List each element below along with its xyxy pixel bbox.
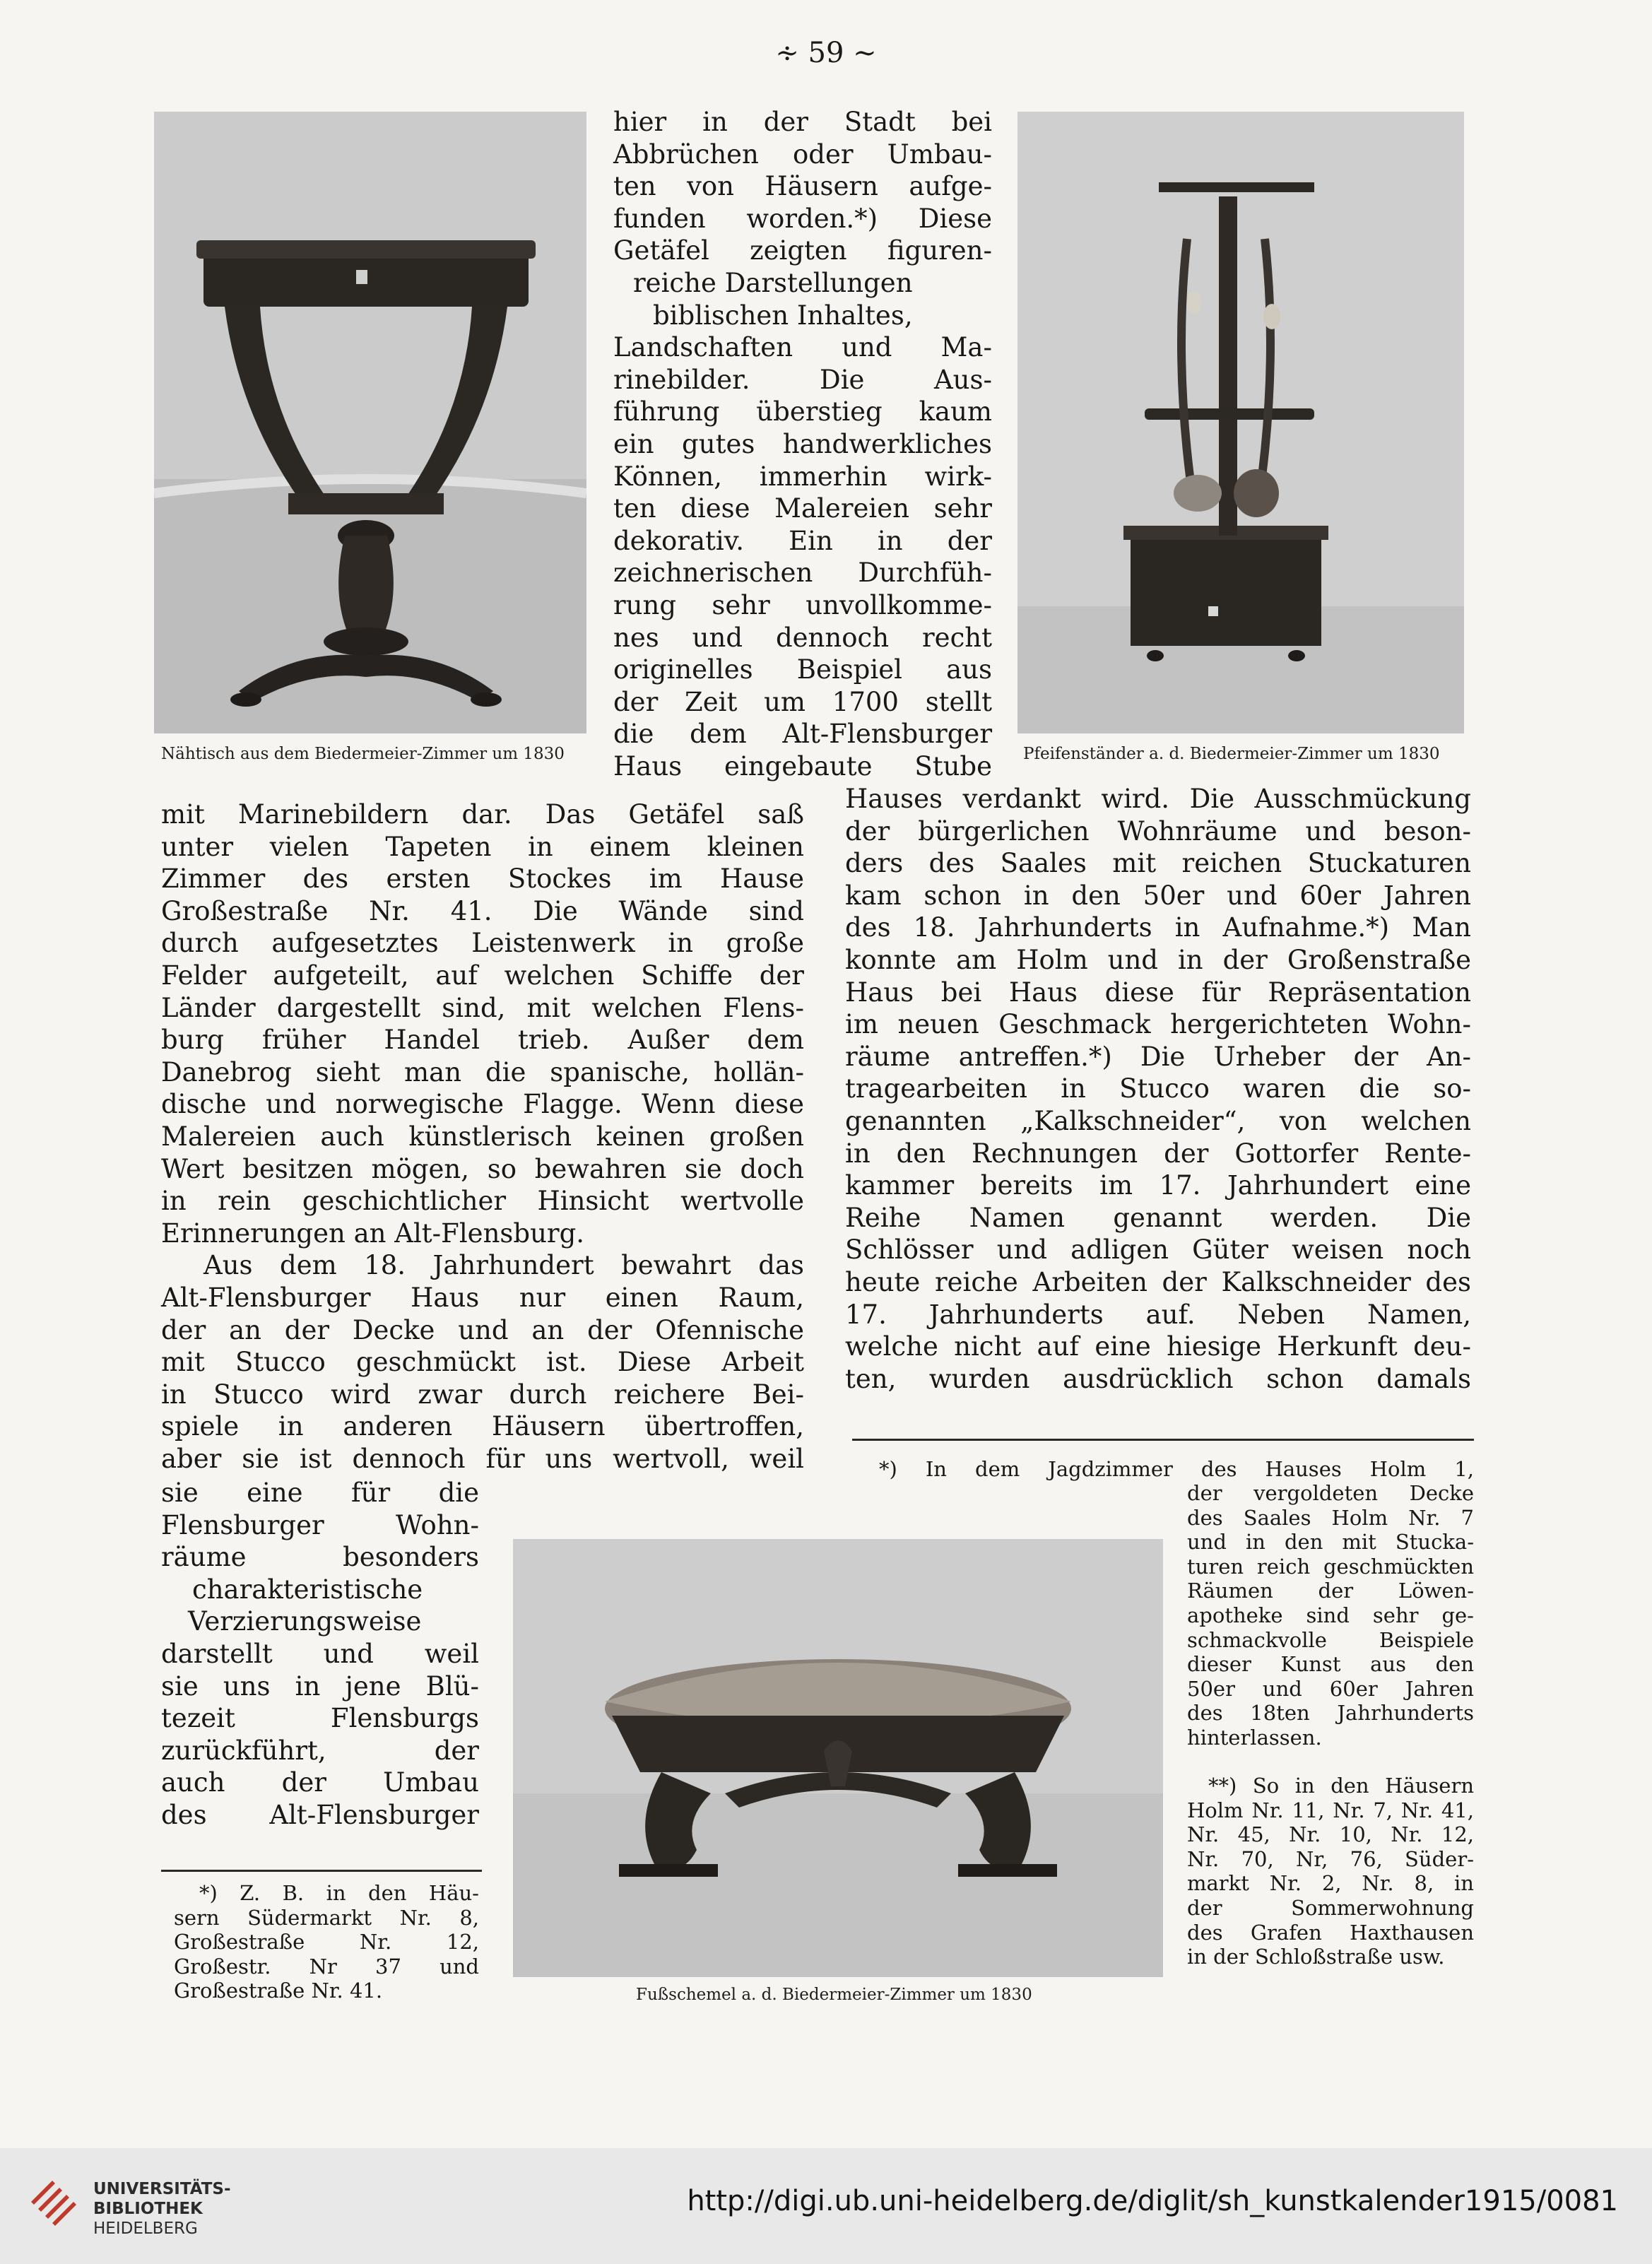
text-line: tezeit Flensburgs: [161, 1703, 479, 1734]
text-line: mit Stucco geschmückt ist. Diese Arbeit: [161, 1347, 804, 1378]
text-line: nes und dennoch recht: [613, 622, 992, 653]
text-line: originelles Beispiel aus: [613, 654, 992, 685]
text-line: **) So in den Häusern: [1208, 1774, 1474, 1798]
text-line: zurückführt, der: [161, 1735, 479, 1766]
text-line: ein gutes handwerkliches: [613, 428, 992, 459]
text-line: *) Z. B. in den Häu-: [199, 1881, 479, 1905]
text-line: dieser Kunst aus den: [1187, 1652, 1474, 1677]
footer-bar: [0, 2148, 1652, 2264]
pipe-stand-illustration: [1017, 112, 1464, 733]
text-line: der Zeit um 1700 stellt: [613, 686, 992, 717]
text-line: unter vielen Tapeten in einem kleinen: [161, 831, 804, 862]
photo-footstool: [513, 1539, 1163, 1977]
text-line: Danebrog sieht man die spanische, hollän-: [161, 1056, 804, 1087]
text-line: in der Schloßstraße usw.: [1187, 1945, 1445, 1969]
text-line: Großestraße Nr. 12,: [174, 1930, 479, 1955]
text-line: die dem Alt-Flensburger: [613, 719, 992, 750]
text-line: im neuen Geschmack hergerichteten Wohn-: [845, 1009, 1471, 1040]
sewing-table-illustration: [154, 112, 586, 733]
text-line: Zimmer des ersten Stockes im Hause: [161, 863, 804, 895]
text-line: dekorativ. Ein in der: [613, 525, 992, 556]
text-line: kammer bereits im 17. Jahrhundert eine: [845, 1170, 1471, 1201]
text-line: Erinnerungen an Alt-Flensburg.: [161, 1218, 585, 1249]
footnote-right-2: [1187, 1774, 1474, 1969]
text-line: Großestraße Nr. 41.: [174, 1979, 383, 2003]
text-line: turen reich geschmückten: [1187, 1554, 1474, 1579]
text-line: 50er und 60er Jahren: [1187, 1676, 1474, 1701]
text-line: Haus bei Haus diese für Repräsentation: [845, 977, 1471, 1008]
text-line: Malereien auch künstlerisch keinen großen: [161, 1121, 804, 1152]
library-name-line: BIBLIOTHEK: [93, 2200, 203, 2218]
text-line: auch der Umbau: [161, 1767, 479, 1798]
text-line: mit Marinebildern dar. Das Getäfel saß: [161, 799, 804, 830]
text-line: Können, immerhin wirk-: [613, 461, 992, 492]
text-line: Alt-Flensburger Haus nur einen Raum,: [161, 1282, 804, 1313]
text-line: Länder dargestellt sind, mit welchen Flens-: [161, 992, 804, 1023]
text-line: rung sehr unvollkomme-: [613, 589, 992, 620]
text-line: funden worden.*) Diese: [613, 203, 992, 234]
text-line: der an der Decke und an der Ofennische: [161, 1314, 804, 1345]
footnote-rule-left: [161, 1870, 482, 1872]
text-line: Holm Nr. 11, Nr. 7, Nr. 41,: [1187, 1798, 1474, 1822]
library-name-line: UNIVERSITÄTS-: [93, 2180, 231, 2198]
photo-pipe-stand: [1017, 112, 1464, 733]
text-line: ders des Saales mit reichen Stuckaturen: [845, 848, 1471, 879]
text-line: Räumen der Löwen-: [1187, 1579, 1474, 1603]
text-line: sern Südermarkt Nr. 8,: [174, 1905, 479, 1930]
text-line: heute reiche Arbeiten der Kalkschneider des: [845, 1266, 1471, 1297]
text-line: und in den mit Stucka-: [1187, 1530, 1474, 1555]
text-line: hier in der Stadt bei: [613, 107, 992, 137]
text-line: Aus dem 18. Jahrhundert bewahrt das: [203, 1250, 804, 1281]
text-line: konnte am Holm und in der Großenstraße: [845, 944, 1471, 975]
text-line: in den Rechnungen der Gottorfer Rente-: [845, 1138, 1471, 1169]
text-line: Wert besitzen mögen, so bewahren sie doch: [161, 1153, 804, 1184]
text-line: in Stucco wird zwar durch reichere Bei-: [161, 1379, 804, 1410]
text-line: genannten „Kalkschneider“, von welchen: [845, 1105, 1471, 1136]
text-line: führung überstieg kaum: [613, 396, 992, 428]
text-line: ten von Häusern aufge-: [613, 171, 992, 202]
caption-sewing-table: Nähtisch aus dem Biedermeier-Zimmer um 1830: [161, 745, 565, 763]
text-line: darstellt und weil: [161, 1638, 479, 1669]
text-line: durch aufgesetztes Leistenwerk in große: [161, 928, 804, 959]
footnote-right-1: [879, 1457, 1474, 1482]
text-line: Großestr. Nr 37 und: [174, 1954, 479, 1979]
text-line: dische und norwegische Flagge. Wenn diese: [161, 1089, 804, 1120]
text-line: Nr. 45, Nr. 10, Nr. 12,: [1187, 1822, 1474, 1847]
photo-sewing-table: [154, 112, 586, 733]
text-column-middle: [613, 106, 992, 782]
text-line: rinebilder. Die Aus-: [613, 364, 992, 395]
page-number-value: 59: [808, 37, 844, 69]
text-line: Landschaften und Ma-: [613, 332, 992, 363]
text-line: Hauses verdankt wird. Die Ausschmückung: [845, 784, 1471, 814]
text-line: ten, wurden ausdrücklich schon damals: [845, 1363, 1471, 1394]
text-line: Verzierungsweise: [188, 1606, 422, 1637]
library-name-line: HEIDELBERG: [93, 2219, 198, 2238]
text-line: Reihe Namen genannt werden. Die: [845, 1202, 1471, 1233]
text-line: biblischen Inhaltes,: [653, 300, 913, 331]
text-line: markt Nr. 2, Nr. 8, in: [1187, 1871, 1474, 1896]
text-line: Getäfel zeigten figuren-: [613, 235, 992, 266]
library-logo-icon: [24, 2174, 82, 2231]
text-line: des Saales Holm Nr. 7: [1187, 1505, 1474, 1530]
text-line: räume besonders: [161, 1542, 479, 1573]
text-line: welche nicht auf eine hiesige Herkunft deu-: [845, 1331, 1471, 1362]
text-line: spiele in anderen Häusern übertroffen,: [161, 1411, 804, 1442]
text-line: Haus eingebaute Stube: [613, 750, 992, 782]
footnote-left: [174, 1881, 479, 2003]
text-line: aber sie ist dennoch für uns wertvoll, weil: [161, 1443, 804, 1474]
text-line: des 18ten Jahrhunderts: [1187, 1701, 1474, 1726]
text-line: räume antreffen.*) Die Urheber der An-: [845, 1041, 1471, 1072]
text-line: Großestraße Nr. 41. Die Wände sind: [161, 895, 804, 926]
text-line: ten diese Malereien sehr: [613, 493, 992, 524]
text-line: charakteristische: [192, 1574, 423, 1605]
text-line: des Alt-Flensburger: [161, 1799, 479, 1830]
text-line: Nr. 70, Nr, 76, Süder-: [1187, 1846, 1474, 1871]
text-line: des 18. Jahrhunderts in Aufnahme.*) Man: [845, 912, 1471, 943]
text-line: *) In dem Jagdzimmer des Hauses Holm 1,: [879, 1457, 1474, 1481]
text-column-left: [161, 798, 804, 1475]
text-line: Flensburger Wohn-: [161, 1509, 479, 1540]
footnote-rule-right: [852, 1439, 1474, 1441]
text-line: der bürgerlichen Wohnräume und beson-: [845, 815, 1471, 847]
caption-pipe-stand: Pfeifenständer a. d. Biedermeier-Zimmer um 1830: [1023, 745, 1440, 763]
text-line: in rein geschichtlicher Hinsicht wertvolle: [161, 1186, 804, 1217]
text-line: reiche Darstellungen: [633, 267, 913, 298]
text-line: tragearbeiten in Stucco waren die so-: [845, 1073, 1471, 1104]
library-name: [93, 2179, 231, 2239]
text-line: schmackvolle Beispiele: [1187, 1627, 1474, 1652]
text-line: burg früher Handel trieb. Außer dem: [161, 1025, 804, 1056]
text-line: 17. Jahrhunderts auf. Neben Namen,: [845, 1299, 1471, 1330]
text-line: der Sommerwohnung: [1187, 1895, 1474, 1920]
text-line: Abbrüchen oder Umbau-: [613, 138, 992, 170]
footnote-right-1-continued: [1187, 1481, 1474, 1750]
text-line: Schlösser und adligen Güter weisen noch: [845, 1234, 1471, 1266]
text-line: hinterlassen.: [1187, 1725, 1322, 1750]
text-line: des Grafen Haxthausen: [1187, 1920, 1474, 1945]
text-line: der vergoldeten Decke: [1187, 1481, 1474, 1505]
text-line: sie uns in jene Blü-: [161, 1670, 479, 1702]
text-line: Felder aufgeteilt, auf welchen Schiffe der: [161, 960, 804, 991]
source-url[interactable]: http://digi.ub.uni-heidelberg.de/diglit/sh_kunstkalender1915/0081: [687, 2185, 1618, 2217]
page-number: ∻ 59 ∼: [775, 37, 877, 69]
footstool-illustration: [513, 1539, 1163, 1977]
text-line: apotheke sind sehr ge-: [1187, 1603, 1474, 1627]
text-line: sie eine für die: [161, 1478, 479, 1508]
text-line: kam schon in den 50er und 60er Jahren: [845, 880, 1471, 911]
text-column-right: [845, 783, 1471, 1395]
text-column-left-narrow: [161, 1477, 479, 1832]
text-line: zeichnerischen Durchfüh-: [613, 558, 992, 589]
caption-footstool: Fußschemel a. d. Biedermeier-Zimmer um 1830: [636, 1986, 1032, 2004]
